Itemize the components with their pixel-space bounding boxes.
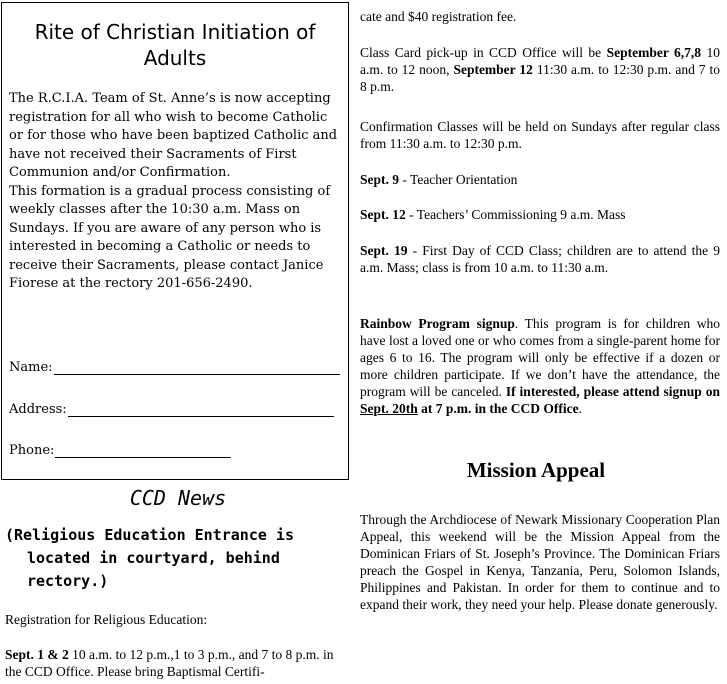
rcia-title: Rite of Christian Initiation of Adults xyxy=(34,20,316,70)
class-card-text: Class Card pick-up in CCD Office will be xyxy=(360,45,607,60)
address-label: Address: xyxy=(9,402,67,417)
rainbow-heading: Rainbow Program signup xyxy=(360,316,515,331)
rainbow-program xyxy=(360,315,720,417)
sept-19-text: - First Day of CCD Class; children are to attend the 9 a.m. Mass; class is from 10 a.m. to 11:30 a.m. xyxy=(360,243,720,275)
mission-appeal-body: Through the Archdiocese of Newark Missionary Cooperation Plan Appeal, this weekend will be the Mission Appeal from the Dominican Friars of St. Joseph’s Province. The Dominican Friars preach the Gospel in Kenya, Tanzania, Peru, Solomon Islands, Philippines and Pakistan. In order for them to continue and to expand their work, they need your help. Please donate generously. xyxy=(360,512,720,612)
sept-12-date: Sept. 12 xyxy=(360,207,406,222)
sept-12-text: - Teachers’ Commissioning 9 a.m. Mass xyxy=(405,207,626,222)
sept-9-item xyxy=(360,171,720,188)
class-card-text-3: 11:30 a.m. to 12:30 p.m. and 7 to 8 p.m. xyxy=(360,62,720,94)
phone-field[interactable] xyxy=(55,443,231,458)
name-field[interactable] xyxy=(54,360,340,375)
confirmation-classes: Confirmation Classes will be held on Sundays after regular class from 11:30 a.m. to 12:30 p.m. xyxy=(360,119,720,151)
sept-19-date: Sept. 19 xyxy=(360,243,408,258)
registration-heading: Registration for Religious Education: xyxy=(5,612,208,627)
mission-appeal-title: Mission Appeal xyxy=(466,458,606,482)
sept-12-item xyxy=(360,206,720,223)
sept-9-date: Sept. 9 xyxy=(360,172,400,187)
sept-19-item xyxy=(360,242,720,276)
name-field-row xyxy=(9,360,340,375)
class-card-text-2: 10 a.m. to 12 noon, xyxy=(360,45,720,77)
rainbow-date: Sept. 20th xyxy=(360,401,418,416)
phone-field-row xyxy=(9,443,231,458)
phone-label: Phone: xyxy=(9,443,55,458)
address-field[interactable] xyxy=(68,402,334,417)
rainbow-text: . This program is for children who have lost a loved one or who comes from a single-parent home for ages 6 to 16. The program will only be effective if a dozen or more children participate. If we don’t have the attendance, the program will be canceled. xyxy=(360,316,720,399)
rainbow-location: at 7 p.m. in the CCD Office xyxy=(417,401,579,416)
sept-9-text: - Teacher Orientation xyxy=(399,172,518,187)
rainbow-signup: If interested, please attend signup on xyxy=(505,384,720,399)
rainbow-end: . xyxy=(578,401,582,416)
name-label: Name: xyxy=(9,360,53,375)
entrance-note: (Religious Education Entrance is located in courtyard, behind rectory.) xyxy=(5,526,294,590)
ccd-news-title: CCD News xyxy=(129,486,227,510)
registration-continued: cate and $40 registration fee. xyxy=(360,9,517,24)
rcia-body xyxy=(9,90,344,294)
class-card-date-1: September 6,7,8 xyxy=(606,45,702,60)
rcia-paragraph-1: The R.C.I.A. Team of St. Anne’s is now accepting registration for all who wish to become Catholic or for those who have been baptized Catholic and have not received their Sacraments of First Communion and/or Confirmation. xyxy=(9,91,338,180)
class-card-date-2: September 12 xyxy=(453,62,533,77)
registration-details: 10 a.m. to 12 p.m.,1 to 3 p.m., and 7 to 8 p.m. in the CCD Office. Please bring Baptismal Certifi- xyxy=(5,647,334,679)
class-card-pickup xyxy=(360,44,720,95)
registration-dates xyxy=(5,646,351,680)
address-field-row xyxy=(9,402,334,417)
registration-date: Sept. 1 & 2 xyxy=(5,647,69,662)
rcia-paragraph-2: This formation is a gradual process consisting of weekly classes after the 10:30 a.m. Mass on Sundays. If you are aware of any person who is interested in becoming a Catholic or needs to receive their Sacraments, please contact Janice Fiorese at the rectory 201-656-2490. xyxy=(9,183,331,291)
